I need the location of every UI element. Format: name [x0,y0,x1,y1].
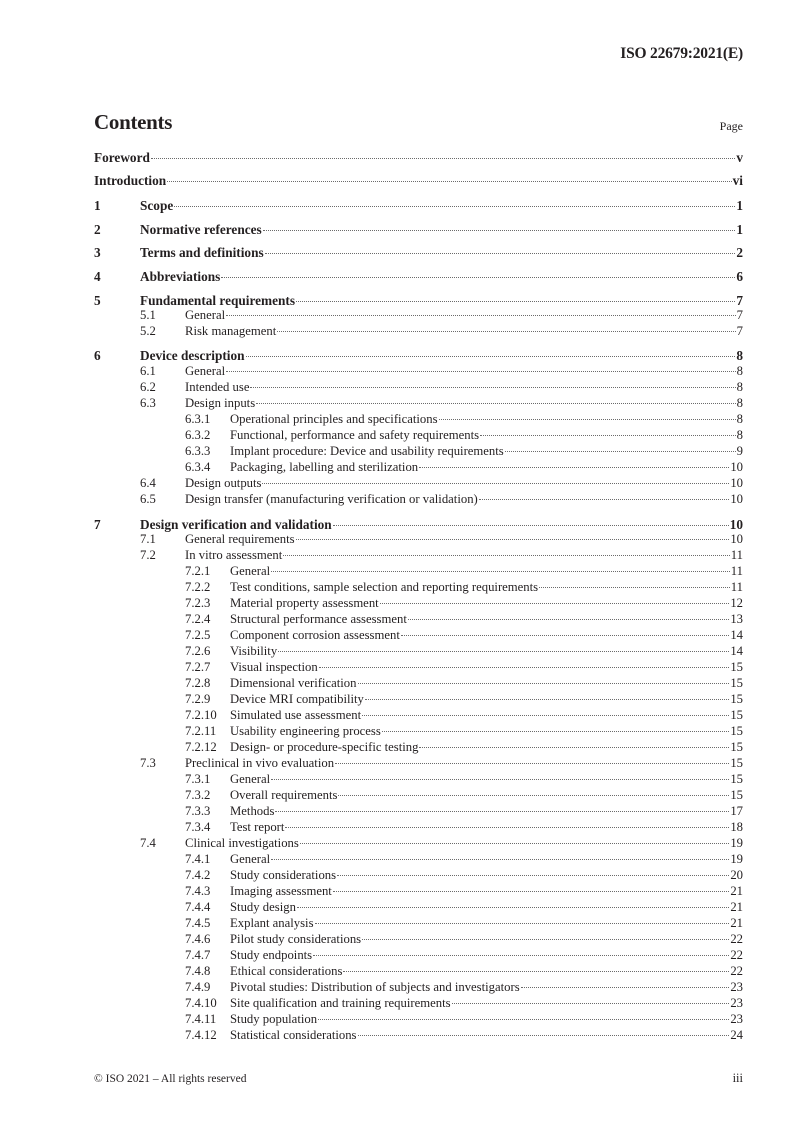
toc-entry-page: 14 [730,644,743,658]
toc-entry[interactable] [94,324,743,339]
toc-entry[interactable] [94,308,743,323]
toc-entry-number: 7.2.12 [185,740,217,754]
toc-entry[interactable] [94,836,743,851]
toc-entry-title[interactable]: Foreword [94,150,150,165]
toc-entry-page: 24 [730,1028,743,1042]
toc-entry-page: 7 [736,293,743,308]
dot-leader [283,555,730,556]
toc-entry-number: 7.3.2 [185,788,211,802]
toc-entry-page: 21 [730,916,743,930]
dot-leader [419,747,729,748]
toc-entry-title[interactable]: Explant analysis [230,916,314,930]
dot-leader [335,763,729,764]
toc-entry-page: 11 [730,580,743,594]
toc-entry-number: 7.4.11 [185,1012,217,1026]
toc-entry-page: 20 [730,868,743,882]
toc-entry-number: 7.4.10 [185,996,217,1010]
toc-entry-title[interactable]: Design transfer (manufacturing verification or validation) [185,492,478,506]
dot-leader [296,539,730,540]
dot-leader [358,683,730,684]
dot-leader [419,467,729,468]
toc-entry-title[interactable]: Intended use [185,380,250,394]
toc-entry-title[interactable]: Introduction [94,173,167,188]
toc-entry[interactable] [94,492,743,507]
toc-entry[interactable] [94,293,743,309]
toc-entry[interactable] [94,676,743,691]
toc-entry-page: 23 [730,1012,743,1026]
toc-entry[interactable] [94,364,743,379]
toc-entry-title[interactable]: Site qualification and training requirements [230,996,451,1010]
dot-leader [319,667,730,668]
toc-entry-page: 15 [730,724,743,738]
dot-leader [452,1003,730,1004]
dot-leader [226,371,736,372]
toc-entry-number: 7.4.1 [185,852,211,866]
toc-entry[interactable] [94,916,743,931]
toc-entry-title[interactable]: Dimensional verification [230,676,357,690]
toc-entry[interactable] [94,348,743,364]
dot-leader [539,587,730,588]
toc-entry-number: 6 [94,348,101,363]
toc-entry-page: 15 [730,756,743,770]
toc-entry-number: 6.1 [140,364,156,378]
dot-leader [285,827,729,828]
toc-entry[interactable] [94,198,743,214]
toc-entry-page: 18 [730,820,743,834]
toc-entry-page: 11 [730,564,743,578]
dot-leader [439,419,736,420]
dot-leader [226,315,736,316]
dot-leader [479,499,730,500]
toc-entry-number: 7.2.6 [185,644,211,658]
dot-leader [382,731,730,732]
toc-entry[interactable] [94,460,743,475]
dot-leader [362,715,729,716]
toc-entry[interactable] [94,428,743,443]
dot-leader [365,699,729,700]
toc-entry[interactable] [94,772,743,787]
toc-entry-title[interactable]: Test conditions, sample selection and reporting requirements [230,580,539,594]
toc-entry[interactable] [94,476,743,491]
toc-entry-page: 11 [730,548,743,562]
toc-entry-title[interactable]: Study endpoints [230,948,313,962]
dot-leader [333,891,729,892]
toc-entry[interactable] [94,173,743,189]
toc-entry-title[interactable]: Ethical considerations [230,964,343,978]
toc-entry-page: 8 [736,412,743,426]
toc-entry-number: 1 [94,198,101,213]
toc-entry-title[interactable]: Design inputs [185,396,256,410]
toc-entry-title[interactable]: Visual inspection [230,660,318,674]
toc-entry[interactable] [94,612,743,627]
dot-leader [250,387,735,388]
toc-entry[interactable] [94,1028,743,1043]
toc-entry[interactable] [94,724,743,739]
dot-leader [256,403,736,404]
toc-entry-title[interactable]: Visibility [230,644,278,658]
toc-entry-page: 6 [736,269,743,284]
toc-entry-number: 7.4.6 [185,932,211,946]
dot-leader [315,923,730,924]
toc-entry-number: 6.3.2 [185,428,211,442]
toc-entry-title[interactable]: Design verification and validation [140,517,332,532]
toc-entry-number: 7.4.12 [185,1028,217,1042]
toc-entry[interactable] [94,269,743,285]
dot-leader [174,206,735,207]
toc-entry-page: 22 [730,932,743,946]
toc-entry-title[interactable]: Packaging, labelling and sterilization [230,460,419,474]
toc-entry-page: 1 [736,222,743,237]
toc-entry-title[interactable]: Study population [230,1012,318,1026]
toc-entry-page: 10 [730,476,743,490]
dot-leader [297,907,729,908]
toc-entry-page: 10 [730,532,743,546]
toc-entry-number: 3 [94,245,101,260]
toc-entry-title[interactable]: Simulated use assessment [230,708,362,722]
toc-entry-number: 7.4.9 [185,980,211,994]
toc-entry[interactable] [94,1012,743,1027]
toc-entry-title[interactable]: Pilot study considerations [230,932,362,946]
toc-entry-title[interactable]: Scope [140,198,174,213]
contents-title: Contents [94,110,173,134]
toc-entry-number: 6.3 [140,396,156,410]
toc-entry-page: 15 [730,788,743,802]
dot-leader [338,795,729,796]
toc-entry-page: 15 [730,692,743,706]
toc-entry-number: 7.2.4 [185,612,211,626]
toc-entry-number: 7.3.3 [185,804,211,818]
toc-entry[interactable] [94,900,743,915]
toc-entry-number: 7.3.1 [185,772,211,786]
toc-entry[interactable] [94,628,743,643]
toc-entry[interactable] [94,150,743,166]
toc-entry-number: 6.3.1 [185,412,211,426]
toc-entry-page: 7 [736,324,743,338]
dot-leader [151,158,735,159]
toc-entry-page: 12 [730,596,743,610]
toc-entry[interactable] [94,708,743,723]
toc-entry-title[interactable]: Implant procedure: Device and usability requirements [230,444,504,458]
toc-entry-page: 19 [730,852,743,866]
toc-entry[interactable] [94,396,743,411]
dot-leader [380,603,730,604]
toc-entry[interactable] [94,245,743,261]
toc-entry[interactable] [94,644,743,659]
toc-entry-number: 7.2.7 [185,660,211,674]
toc-entry[interactable] [94,868,743,883]
toc-entry-page: 15 [730,708,743,722]
toc-entry-number: 7.4.5 [185,916,211,930]
toc-entry-number: 7.2.2 [185,580,211,594]
toc-entry[interactable] [94,564,743,579]
toc-entry-page: 8 [736,364,743,378]
toc-entry-page: 23 [730,980,743,994]
toc-entry[interactable] [94,692,743,707]
toc-entry[interactable] [94,532,743,547]
dot-leader [271,779,729,780]
toc-entry-title[interactable]: General [230,564,271,578]
dot-leader [271,859,729,860]
toc-entry-number: 7.2.5 [185,628,211,642]
toc-entry-title[interactable]: Methods [230,804,275,818]
dot-leader [296,301,735,302]
toc-entry[interactable] [94,788,743,803]
toc-entry[interactable] [94,222,743,238]
toc-entry[interactable] [94,964,743,979]
toc-entry-page: 8 [736,396,743,410]
toc-entry-title[interactable]: Overall requirements [230,788,338,802]
dot-leader [278,651,729,652]
toc-entry[interactable] [94,596,743,611]
toc-entry-page: 10 [729,517,743,532]
toc-entry[interactable] [94,380,743,395]
toc-entry-number: 5.2 [140,324,156,338]
dot-leader [408,619,729,620]
toc-entry-title[interactable]: Statistical considerations [230,1028,357,1042]
toc-entry-number: 7.4.8 [185,964,211,978]
toc-entry-page: 19 [730,836,743,850]
toc-entry-title[interactable]: Clinical investigations [185,836,299,850]
dot-leader [480,435,736,436]
toc-entry-number: 7.1 [140,532,156,546]
dot-leader [246,356,736,357]
toc-entry[interactable] [94,996,743,1011]
toc-entry-page: 22 [730,948,743,962]
toc-entry-title[interactable]: In vitro assessment [185,548,283,562]
toc-entry-page: vi [732,173,743,188]
toc-entry-title[interactable]: General [230,772,271,786]
toc-entry-page: 1 [736,198,743,213]
toc-entry-number: 7 [94,517,101,532]
toc-entry-number: 6.4 [140,476,156,490]
toc-entry-page: 13 [730,612,743,626]
page-number: iii [732,1071,743,1085]
toc-entry-page: 9 [736,444,743,458]
dot-leader [263,230,736,231]
toc-entry-page: 15 [730,660,743,674]
toc-entry-title[interactable]: Normative references [140,222,262,237]
toc-entry-title[interactable]: General [185,364,226,378]
dot-leader [358,1035,730,1036]
toc-entry-title[interactable]: Study design [230,900,296,914]
toc-entry-page: 15 [730,772,743,786]
toc-entry-page: 17 [730,804,743,818]
toc-entry-page: 8 [736,380,743,394]
toc-entry-title[interactable]: Material property assessment [230,596,379,610]
toc-entry-title[interactable]: General [230,852,271,866]
toc-entry-number: 7.2.3 [185,596,211,610]
toc-entry[interactable] [94,756,743,771]
toc-entry-page: v [736,150,743,165]
toc-entry-title[interactable]: Usability engineering process [230,724,381,738]
toc-entry-title[interactable]: Design- or procedure-specific testing [230,740,419,754]
toc-entry-page: 10 [730,460,743,474]
toc-entry-number: 7.4.3 [185,884,211,898]
toc-entry-page: 21 [730,900,743,914]
toc-entry-number: 6.2 [140,380,156,394]
toc-entry[interactable] [94,412,743,427]
dot-leader [343,971,729,972]
dot-leader [221,277,735,278]
toc-entry-page: 7 [736,308,743,322]
dot-leader [318,1019,729,1020]
toc-entry-title[interactable]: Preclinical in vivo evaluation [185,756,335,770]
toc-entry-number: 6.3.4 [185,460,211,474]
toc-entry-page: 22 [730,964,743,978]
toc-entry-number: 7.2.9 [185,692,211,706]
toc-entry[interactable] [94,660,743,675]
dot-leader [275,811,729,812]
document-code: ISO 22679:2021(E) [620,45,743,62]
toc-entry-title[interactable]: Functional, performance and safety requirements [230,428,480,442]
toc-entry-page: 15 [730,740,743,754]
toc-entry[interactable] [94,820,743,835]
toc-entry-title[interactable]: Abbreviations [140,269,221,284]
toc-entry-number: 5 [94,293,101,308]
toc-entry-page: 15 [730,676,743,690]
toc-entry-number: 7.4.7 [185,948,211,962]
toc-entry-page: 8 [736,428,743,442]
toc-entry-page: 21 [730,884,743,898]
toc-entry-number: 2 [94,222,101,237]
toc-entry[interactable] [94,580,743,595]
toc-entry[interactable] [94,548,743,563]
page-column-label: Page [719,119,743,133]
toc-entry[interactable] [94,444,743,459]
dot-leader [271,571,730,572]
toc-entry-number: 7.2.11 [185,724,217,738]
toc-entry-title[interactable]: Test report [230,820,285,834]
toc-entry-number: 7.4 [140,836,156,850]
dot-leader [521,987,730,988]
toc-entry-number: 7.2 [140,548,156,562]
toc-entry-number: 7.2.1 [185,564,211,578]
toc-entry-title[interactable]: Study considerations [230,868,337,882]
toc-entry-page: 2 [736,245,743,260]
toc-entry-page: 10 [730,492,743,506]
dot-leader [300,843,729,844]
toc-entry[interactable] [94,884,743,899]
dot-leader [313,955,729,956]
dot-leader [362,939,729,940]
dot-leader [262,483,729,484]
toc-entry[interactable] [94,804,743,819]
dot-leader [337,875,729,876]
toc-entry-title[interactable]: General [185,308,226,322]
toc-entry-title[interactable]: Device MRI compatibility [230,692,364,706]
toc-entry-title[interactable]: Component corrosion assessment [230,628,400,642]
toc-entry[interactable] [94,948,743,963]
toc-entry-number: 5.1 [140,308,156,322]
toc-entry-page: 8 [736,348,743,363]
toc-entry-title[interactable]: Design outputs [185,476,262,490]
dot-leader [167,181,731,182]
toc-entry[interactable] [94,740,743,755]
toc-entry-number: 7.2.8 [185,676,211,690]
toc-entry[interactable] [94,980,743,995]
toc-entry-title[interactable]: Operational principles and specifications [230,412,438,426]
dot-leader [277,331,735,332]
toc-entry-number: 6.5 [140,492,156,506]
toc-entry-title[interactable]: General requirements [185,532,295,546]
dot-leader [333,525,729,526]
toc-entry-number: 7.3 [140,756,156,770]
toc-entry-title[interactable]: Imaging assessment [230,884,332,898]
toc-entry-title[interactable]: Terms and definitions [140,245,264,260]
toc-entry-title[interactable]: Fundamental requirements [140,293,296,308]
dot-leader [401,635,729,636]
toc-entry[interactable] [94,932,743,947]
toc-entry-title[interactable]: Structural performance assessment [230,612,407,626]
dot-leader [505,451,736,452]
toc-entry[interactable] [94,517,743,533]
toc-entry-page: 14 [730,628,743,642]
toc-entry-number: 7.2.10 [185,708,217,722]
toc-entry-title[interactable]: Device description [140,348,245,363]
dot-leader [265,253,736,254]
copyright-footer: © ISO 2021 – All rights reserved [94,1073,247,1085]
toc-entry-title[interactable]: Risk management [185,324,277,338]
toc-entry-number: 4 [94,269,101,284]
toc-entry-title[interactable]: Pivotal studies: Distribution of subjects and investigators [230,980,520,994]
toc-entry[interactable] [94,852,743,867]
toc-entry-page: 23 [730,996,743,1010]
toc-entry-number: 7.4.4 [185,900,211,914]
toc-entry-number: 7.3.4 [185,820,211,834]
toc-entry-number: 7.4.2 [185,868,211,882]
toc-entry-number: 6.3.3 [185,444,211,458]
